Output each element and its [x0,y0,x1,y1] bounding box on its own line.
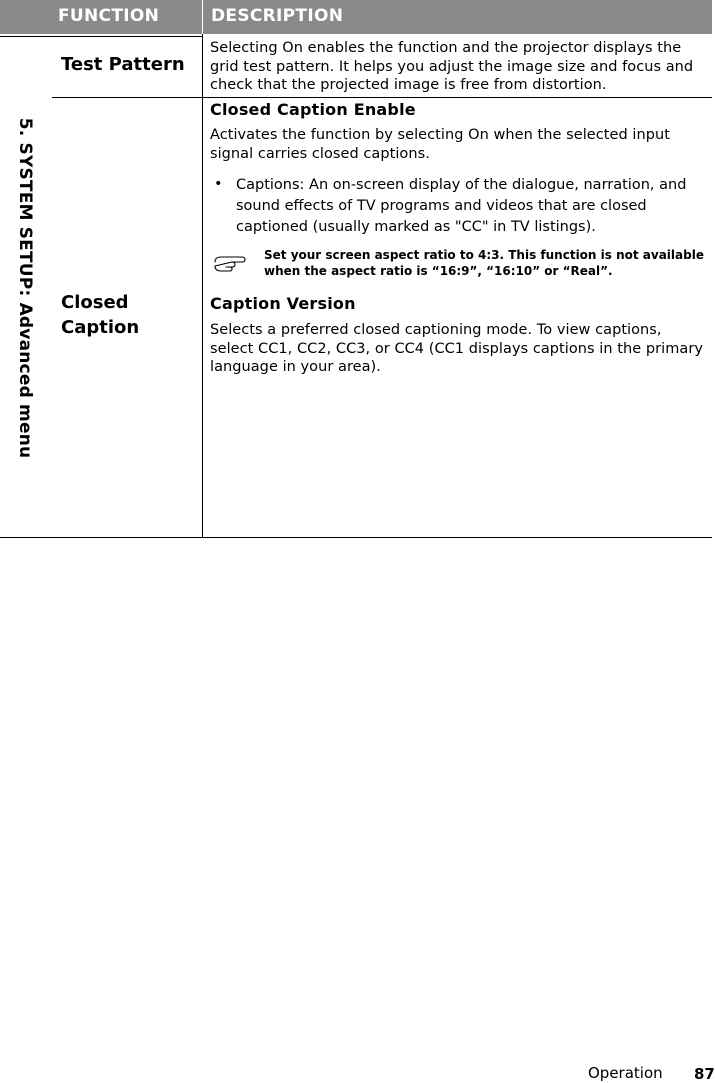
caption-version-text: Selects a preferred closed captioning mode. To view captions, select CC1, CC2, CC3, or CC4 (CC1 displays captions in the primary language in your area). [210,322,703,375]
page-number: 87 [694,1065,715,1083]
function-test-pattern: Test Pattern [61,54,185,75]
description-test-pattern: Selecting On enables the function and the projector displays the grid test pattern. It helps you adjust the image size and focus and check that the projected image is free from distortion. [210,40,694,93]
section-side-label: 5. SYSTEM SETUP: Advanced menu [15,117,35,459]
header-divider [202,0,203,34]
bullet-marker: • [214,176,223,192]
closed-caption-enable-text: Activates the function by selecting On when the selected input signal carries closed captions. [210,127,670,162]
function-column-header: FUNCTION [58,6,160,26]
function-closed-caption: Closed Caption [61,292,140,338]
table-bottom-rule [0,537,712,538]
captions-bullet-text: Captions: An on-screen display of the dialogue, narration, and sound effects of TV programs and videos that are closed captioned (usually marked as "CC" in TV listings). [236,177,687,235]
table-header [0,0,712,34]
table-row-divider [52,97,712,98]
table-column-divider [202,34,203,538]
aspect-ratio-note: Set your screen aspect ratio to 4:3. This function is not available when the aspect ratio is “16:9”, “16:10” or “Real”. [264,248,704,278]
pointing-hand-icon [212,252,250,274]
closed-caption-enable-heading: Closed Caption Enable [210,100,416,119]
table-rule-top-left [0,36,203,37]
caption-version-heading: Caption Version [210,294,356,313]
description-column-header: DESCRIPTION [211,6,344,26]
footer-section-name: Operation [588,1064,663,1082]
